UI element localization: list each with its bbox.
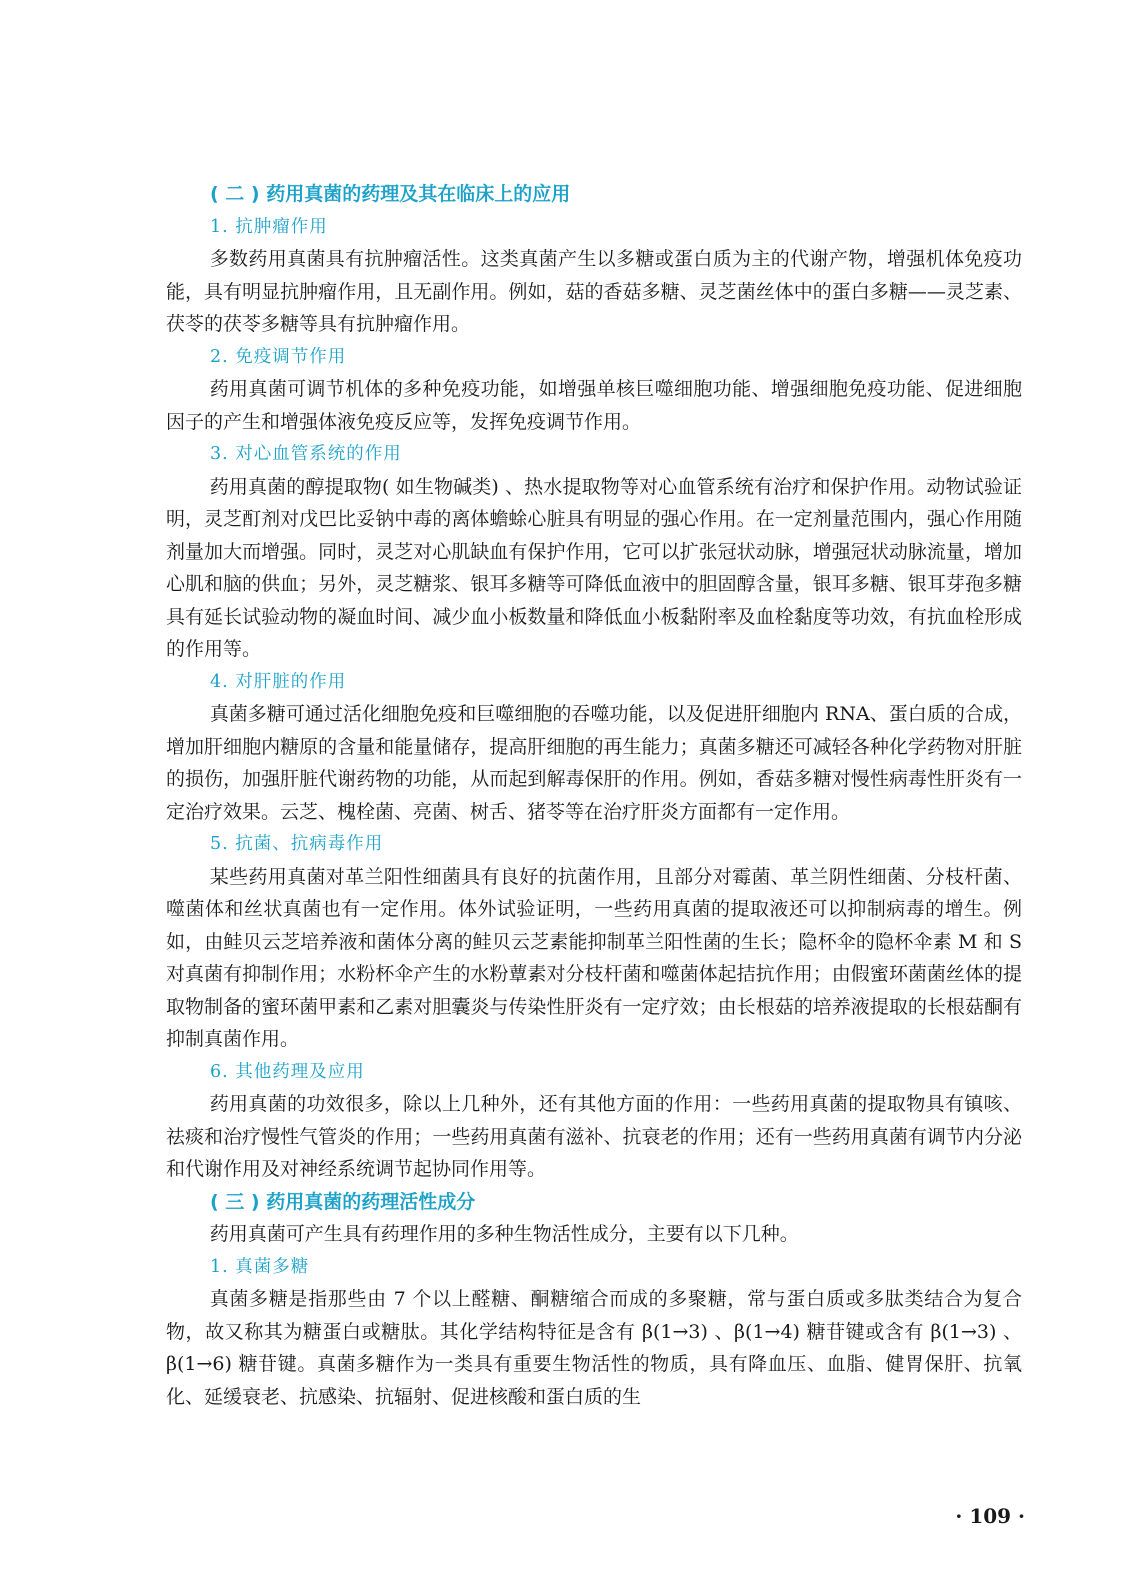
paragraph: 药用真菌可产生具有药理作用的多种生物活性成分，主要有以下几种。 [209,1223,799,1245]
subsection-heading: 3. 对心血管系统的作用 [210,444,402,464]
paragraph: 药用真菌的功效很多，除以上几种外，还有其他方面的作用：一些药用真菌的提取物具有镇咳、祛痰和治疗慢性气管炎的作用；一些药用真菌有滋补、抗衰老的作用；还有一些药用真菌有调节内分泌和代谢作用及对神经系统调节起协同作用等。 [166,1093,1022,1180]
paragraph: 某些药用真菌对革兰阳性细菌具有良好的抗菌作用，且部分对霉菌、革兰阴性细菌、分枝杆菌、噬菌体和丝状真菌也有一定作用。体外试验证明，一些药用真菌的提取液还可以抑制病毒的增生。例如，由鲑贝云芝培养液和菌体分离的鲑贝云芝素能抑制革兰阳性菌的生长；隐杯伞的隐杯伞素 M 和 S 对真菌有抑制作用；水粉杯伞产生的水粉蕈素对分枝杆菌和噬菌体起拮抗作用；由假蜜环菌菌丝体的提取物制备的蜜环菌甲素和乙素对胆囊炎与传染性肝炎有一定疗效；由长根菇的培养液提取的长根菇酮有抑制真菌作用。 [166,865,1022,1050]
subsection-heading: 5. 抗菌、抗病毒作用 [210,834,384,854]
paragraph: 药用真菌可调节机体的多种免疫功能，如增强单核巨噬细胞功能、增强细胞免疫功能、促进细胞因子的产生和增强体液免疫反应等，发挥免疫调节作用。 [166,378,1022,433]
paragraph: 真菌多糖是指那些由 7 个以上醛糖、酮糖缩合而成的多聚糖，常与蛋白质或多肽类结合为复合物，故又称其为糖蛋白或糖肽。其化学结构特征是含有 β(1→3) 、β(1→4) 糖苷键或含有 β(1→3) 、β(1→6) 糖苷键。真菌多糖作为一类具有重要生物活性的物质，具有降血压、血脂、健胃保肝、抗氧化、延缓衰老、抗感染、抗辐射、促进核酸和蛋白质的生 [166,1288,1022,1408]
subsection-heading: 1. 抗肿瘤作用 [210,216,328,237]
subsection-heading: 4. 对肝脏的作用 [210,671,347,692]
section-heading: ( 三 ) 药用真菌的药理活性成分 [210,1190,476,1213]
paragraph: 真菌多糖可通过活化细胞免疫和巨噬细胞的吞噬功能，以及促进肝细胞内 RNA、蛋白质的合成，增加肝细胞内糖原的含量和能量储存，提高肝细胞的再生能力；真菌多糖还可减轻各种化学药物对肝脏的损伤，加强肝脏代谢药物的功能，从而起到解毒保肝的作用。例如，香菇多糖对慢性病毒性肝炎有一定治疗效果。云芝、槐栓菌、亮菌、树舌、猪苓等在治疗肝炎方面都有一定作用。 [166,703,1022,823]
subsection-heading: 1. 真菌多糖 [210,1256,310,1277]
page-number: · 109 · [955,1504,1025,1528]
paragraph: 药用真菌的醇提取物( 如生物碱类) 、热水提取物等对心血管系统有治疗和保护作用。动物试验证明，灵芝酊剂对戊巴比妥钠中毒的离体蟾蜍心脏具有明显的强心作用。在一定剂量范围内，强心作用随剂量加大而增强。同时，灵芝对心肌缺血有保护作用，它可以扩张冠状动脉，增强冠状动脉流量，增加心肌和脑的供血；另外，灵芝糖浆、银耳多糖等可降低血液中的胆固醇含量，银耳多糖、银耳芽孢多糖具有延长试验动物的凝血时间、减少血小板数量和降低血小板黏附率及血栓黏度等功效，有抗血栓形成的作用等。 [166,475,1022,660]
subsection-heading: 2. 免疫调节作用 [210,346,347,367]
section-heading: ( 二 ) 药用真菌的药理及其在临床上的应用 [210,183,571,205]
paragraph: 多数药用真菌具有抗肿瘤活性。这类真菌产生以多糖或蛋白质为主的代谢产物，增强机体免疫功能，具有明显抗肿瘤作用，且无副作用。例如，菇的香菇多糖、灵芝菌丝体中的蛋白多糖——灵芝素、茯苓的茯苓多糖等具有抗肿瘤作用。 [166,248,1022,335]
page-body [166,178,1022,1413]
subsection-heading: 6. 其他药理及应用 [210,1061,365,1082]
